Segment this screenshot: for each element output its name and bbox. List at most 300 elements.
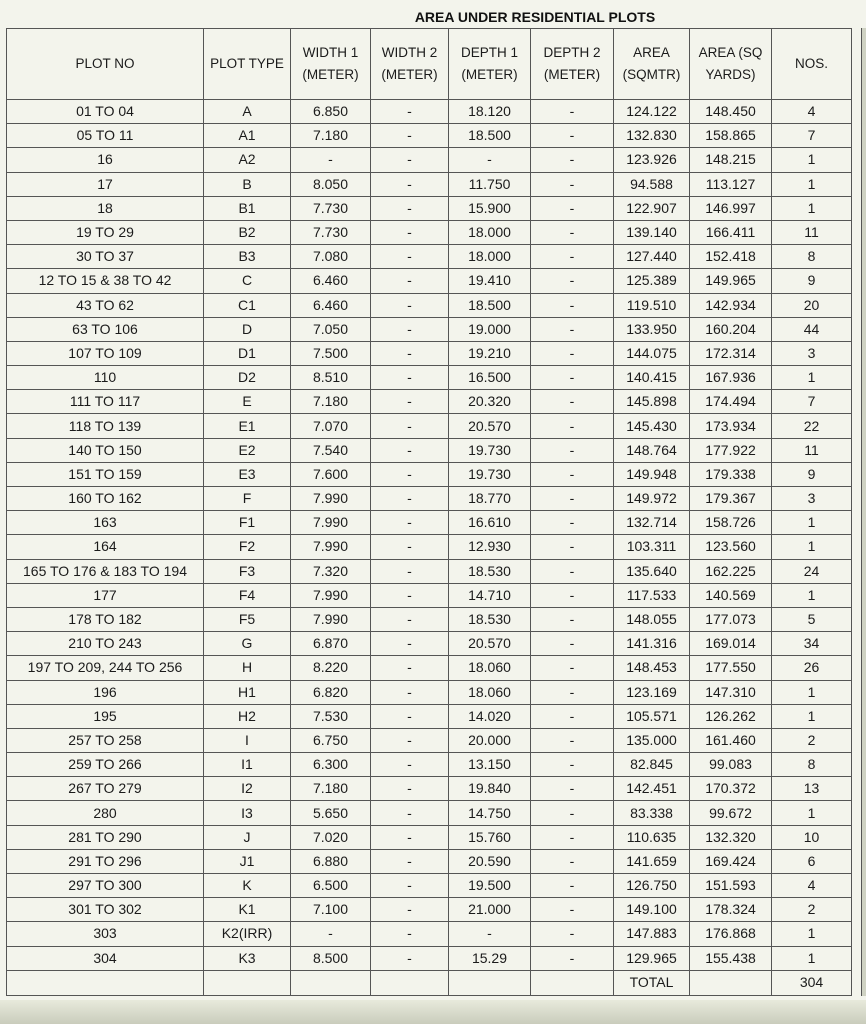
- cell-plot-type: F: [204, 487, 291, 511]
- table-row: [7, 632, 852, 656]
- cell-area-sqmtr: 123.169: [614, 680, 690, 704]
- cell-width-2: -: [371, 414, 449, 438]
- cell-nos: 4: [772, 100, 852, 124]
- empty-cell: [7, 970, 204, 995]
- cell-depth-2: -: [531, 196, 614, 220]
- column-header-area-sq-yards: [690, 29, 772, 100]
- cell-plot-type: K1: [204, 898, 291, 922]
- cell-plot-type: B3: [204, 245, 291, 269]
- cell-depth-2: -: [531, 245, 614, 269]
- column-header-area-sqmtr: [614, 29, 690, 100]
- cell-depth-2: -: [531, 220, 614, 244]
- cell-area-sq-yards: 169.014: [690, 632, 772, 656]
- table-row: [7, 559, 852, 583]
- cell-width-2: -: [371, 317, 449, 341]
- cell-depth-1: 19.840: [449, 777, 531, 801]
- cell-width-1: 7.990: [291, 583, 371, 607]
- cell-area-sqmtr: 123.926: [614, 148, 690, 172]
- cell-area-sq-yards: 166.411: [690, 220, 772, 244]
- total-label: TOTAL: [614, 970, 690, 995]
- cell-nos: 3: [772, 487, 852, 511]
- table-row: [7, 922, 852, 946]
- page-bottom-edge: [0, 1000, 866, 1024]
- column-header-line: PLOT TYPE: [210, 56, 284, 71]
- table-row: [7, 366, 852, 390]
- cell-plot-type: C1: [204, 293, 291, 317]
- empty-cell: [449, 970, 531, 995]
- cell-plot-no: 304: [7, 946, 204, 970]
- cell-width-1: 6.750: [291, 728, 371, 752]
- cell-area-sq-yards: 172.314: [690, 341, 772, 365]
- cell-width-2: -: [371, 583, 449, 607]
- column-header-line: YARDS): [705, 67, 756, 82]
- cell-plot-no: 291 TO 296: [7, 849, 204, 873]
- cell-width-1: 6.880: [291, 849, 371, 873]
- cell-width-2: -: [371, 825, 449, 849]
- cell-depth-1: 20.320: [449, 390, 531, 414]
- cell-width-2: -: [371, 898, 449, 922]
- table-row: [7, 293, 852, 317]
- table-row: [7, 487, 852, 511]
- cell-plot-type: H2: [204, 704, 291, 728]
- column-header-line: (SQMTR): [622, 67, 681, 82]
- table-row: [7, 583, 852, 607]
- column-header-width-2: [371, 29, 449, 100]
- cell-width-2: -: [371, 946, 449, 970]
- cell-depth-1: 20.590: [449, 849, 531, 873]
- cell-nos: 1: [772, 946, 852, 970]
- cell-depth-1: 15.29: [449, 946, 531, 970]
- cell-width-2: -: [371, 680, 449, 704]
- cell-depth-2: -: [531, 801, 614, 825]
- cell-width-2: -: [371, 438, 449, 462]
- cell-width-1: 7.100: [291, 898, 371, 922]
- cell-width-1: 7.600: [291, 462, 371, 486]
- cell-depth-1: 18.000: [449, 245, 531, 269]
- cell-depth-1: 12.930: [449, 535, 531, 559]
- cell-depth-2: -: [531, 874, 614, 898]
- table-row: [7, 607, 852, 631]
- cell-width-1: 6.460: [291, 293, 371, 317]
- cell-width-2: -: [371, 511, 449, 535]
- cell-width-2: -: [371, 269, 449, 293]
- cell-depth-2: -: [531, 124, 614, 148]
- cell-width-1: 7.180: [291, 777, 371, 801]
- cell-plot-type: I2: [204, 777, 291, 801]
- cell-area-sq-yards: 123.560: [690, 535, 772, 559]
- cell-depth-2: -: [531, 656, 614, 680]
- cell-area-sq-yards: 167.936: [690, 366, 772, 390]
- cell-area-sqmtr: 135.640: [614, 559, 690, 583]
- cell-area-sq-yards: 170.372: [690, 777, 772, 801]
- cell-depth-2: -: [531, 632, 614, 656]
- column-header-line: (METER): [381, 67, 438, 82]
- table-row: [7, 801, 852, 825]
- cell-depth-1: 20.570: [449, 632, 531, 656]
- cell-depth-1: 18.530: [449, 559, 531, 583]
- cell-plot-no: 280: [7, 801, 204, 825]
- cell-depth-1: 19.210: [449, 341, 531, 365]
- cell-plot-no: 163: [7, 511, 204, 535]
- cell-plot-type: H1: [204, 680, 291, 704]
- cell-nos: 7: [772, 390, 852, 414]
- table-row: [7, 414, 852, 438]
- cell-plot-no: 110: [7, 366, 204, 390]
- cell-area-sqmtr: 148.764: [614, 438, 690, 462]
- cell-area-sq-yards: 177.073: [690, 607, 772, 631]
- table-row: [7, 100, 852, 124]
- cell-width-2: -: [371, 535, 449, 559]
- cell-width-1: 7.990: [291, 511, 371, 535]
- cell-depth-2: -: [531, 753, 614, 777]
- cell-plot-no: 197 TO 209, 244 TO 256: [7, 656, 204, 680]
- column-header-line: (METER): [302, 67, 359, 82]
- cell-width-1: 7.020: [291, 825, 371, 849]
- cell-depth-2: -: [531, 728, 614, 752]
- cell-area-sqmtr: 129.965: [614, 946, 690, 970]
- cell-width-2: -: [371, 656, 449, 680]
- cell-depth-2: -: [531, 148, 614, 172]
- cell-plot-type: A: [204, 100, 291, 124]
- cell-plot-no: 30 TO 37: [7, 245, 204, 269]
- cell-depth-2: -: [531, 269, 614, 293]
- cell-area-sq-yards: 174.494: [690, 390, 772, 414]
- cell-area-sq-yards: 158.726: [690, 511, 772, 535]
- cell-plot-type: D2: [204, 366, 291, 390]
- cell-nos: 26: [772, 656, 852, 680]
- cell-depth-2: -: [531, 898, 614, 922]
- cell-depth-1: 18.000: [449, 220, 531, 244]
- total-value: 304: [772, 970, 852, 995]
- cell-nos: 34: [772, 632, 852, 656]
- cell-plot-no: 259 TO 266: [7, 753, 204, 777]
- cell-plot-no: 19 TO 29: [7, 220, 204, 244]
- cell-depth-1: 11.750: [449, 172, 531, 196]
- cell-depth-1: 21.000: [449, 898, 531, 922]
- cell-nos: 9: [772, 269, 852, 293]
- cell-area-sqmtr: 148.055: [614, 607, 690, 631]
- cell-width-1: -: [291, 922, 371, 946]
- cell-depth-2: -: [531, 849, 614, 873]
- cell-area-sqmtr: 124.122: [614, 100, 690, 124]
- cell-depth-1: 19.730: [449, 462, 531, 486]
- cell-width-1: 6.500: [291, 874, 371, 898]
- cell-nos: 7: [772, 124, 852, 148]
- cell-width-1: 7.730: [291, 220, 371, 244]
- cell-area-sq-yards: 173.934: [690, 414, 772, 438]
- total-row: [7, 970, 852, 995]
- cell-plot-no: 140 TO 150: [7, 438, 204, 462]
- cell-depth-1: 13.150: [449, 753, 531, 777]
- cell-nos: 3: [772, 341, 852, 365]
- cell-area-sqmtr: 147.883: [614, 922, 690, 946]
- table-row: [7, 317, 852, 341]
- cell-plot-no: 297 TO 300: [7, 874, 204, 898]
- empty-cell: [531, 970, 614, 995]
- cell-plot-no: 16: [7, 148, 204, 172]
- cell-plot-no: 164: [7, 535, 204, 559]
- table-row: [7, 438, 852, 462]
- table-title: AREA UNDER RESIDENTIAL PLOTS: [414, 9, 656, 25]
- table-row: [7, 728, 852, 752]
- cell-depth-1: -: [449, 922, 531, 946]
- cell-plot-type: H: [204, 656, 291, 680]
- cell-plot-type: K3: [204, 946, 291, 970]
- cell-area-sqmtr: 133.950: [614, 317, 690, 341]
- cell-plot-no: 177: [7, 583, 204, 607]
- cell-width-2: -: [371, 559, 449, 583]
- cell-area-sq-yards: 148.450: [690, 100, 772, 124]
- cell-plot-no: 165 TO 176 & 183 TO 194: [7, 559, 204, 583]
- column-header-line: WIDTH 1: [302, 45, 359, 60]
- cell-width-2: -: [371, 245, 449, 269]
- cell-plot-type: B2: [204, 220, 291, 244]
- cell-width-1: 6.820: [291, 680, 371, 704]
- cell-depth-1: 20.000: [449, 728, 531, 752]
- cell-depth-1: -: [449, 148, 531, 172]
- cell-width-2: -: [371, 390, 449, 414]
- cell-nos: 1: [772, 196, 852, 220]
- cell-width-2: -: [371, 704, 449, 728]
- cell-depth-2: -: [531, 946, 614, 970]
- cell-nos: 1: [772, 801, 852, 825]
- cell-nos: 24: [772, 559, 852, 583]
- cell-area-sqmtr: 132.830: [614, 124, 690, 148]
- cell-depth-2: -: [531, 293, 614, 317]
- empty-cell: [204, 970, 291, 995]
- table-row: [7, 124, 852, 148]
- cell-depth-2: -: [531, 825, 614, 849]
- cell-depth-1: 18.500: [449, 124, 531, 148]
- cell-width-1: 7.990: [291, 535, 371, 559]
- cell-depth-1: 14.750: [449, 801, 531, 825]
- cell-plot-no: 301 TO 302: [7, 898, 204, 922]
- cell-width-1: 7.540: [291, 438, 371, 462]
- cell-area-sqmtr: 135.000: [614, 728, 690, 752]
- cell-plot-no: 196: [7, 680, 204, 704]
- cell-width-2: -: [371, 124, 449, 148]
- table-row: [7, 341, 852, 365]
- table-row: [7, 196, 852, 220]
- cell-area-sqmtr: 149.972: [614, 487, 690, 511]
- column-header-line: DEPTH 2: [543, 45, 601, 60]
- cell-width-1: 8.050: [291, 172, 371, 196]
- cell-depth-2: -: [531, 607, 614, 631]
- cell-width-2: -: [371, 462, 449, 486]
- cell-depth-2: -: [531, 100, 614, 124]
- cell-plot-type: J: [204, 825, 291, 849]
- cell-plot-type: E1: [204, 414, 291, 438]
- cell-plot-no: 118 TO 139: [7, 414, 204, 438]
- cell-plot-type: E: [204, 390, 291, 414]
- cell-width-1: -: [291, 148, 371, 172]
- cell-width-1: 7.070: [291, 414, 371, 438]
- column-header-line: AREA: [633, 45, 670, 60]
- column-header-line: (METER): [461, 67, 518, 82]
- cell-depth-1: 14.020: [449, 704, 531, 728]
- table-row: [7, 849, 852, 873]
- cell-area-sqmtr: 127.440: [614, 245, 690, 269]
- cell-plot-no: 05 TO 11: [7, 124, 204, 148]
- cell-plot-no: 267 TO 279: [7, 777, 204, 801]
- cell-width-2: -: [371, 148, 449, 172]
- table-row: [7, 245, 852, 269]
- empty-cell: [291, 970, 371, 995]
- table-row: [7, 462, 852, 486]
- cell-plot-type: K2(IRR): [204, 922, 291, 946]
- cell-width-1: 6.300: [291, 753, 371, 777]
- cell-area-sqmtr: 144.075: [614, 341, 690, 365]
- cell-area-sqmtr: 105.571: [614, 704, 690, 728]
- cell-area-sq-yards: 162.225: [690, 559, 772, 583]
- cell-plot-type: G: [204, 632, 291, 656]
- table-row: [7, 269, 852, 293]
- cell-width-1: 7.730: [291, 196, 371, 220]
- table-row: [7, 898, 852, 922]
- cell-area-sqmtr: 145.898: [614, 390, 690, 414]
- cell-plot-no: 17: [7, 172, 204, 196]
- cell-area-sq-yards: 126.262: [690, 704, 772, 728]
- cell-depth-2: -: [531, 414, 614, 438]
- cell-plot-type: E3: [204, 462, 291, 486]
- cell-width-1: 7.050: [291, 317, 371, 341]
- cell-plot-no: 18: [7, 196, 204, 220]
- column-header-line: PLOT NO: [75, 56, 135, 71]
- cell-nos: 1: [772, 148, 852, 172]
- cell-depth-2: -: [531, 341, 614, 365]
- cell-nos: 1: [772, 511, 852, 535]
- cell-nos: 2: [772, 728, 852, 752]
- cell-area-sq-yards: 140.569: [690, 583, 772, 607]
- cell-nos: 1: [772, 680, 852, 704]
- column-header-line: DEPTH 1: [460, 45, 518, 60]
- cell-area-sqmtr: 132.714: [614, 511, 690, 535]
- cell-area-sq-yards: 147.310: [690, 680, 772, 704]
- cell-plot-type: F2: [204, 535, 291, 559]
- cell-area-sqmtr: 145.430: [614, 414, 690, 438]
- cell-width-2: -: [371, 922, 449, 946]
- cell-depth-1: 20.570: [449, 414, 531, 438]
- cell-depth-2: -: [531, 777, 614, 801]
- cell-area-sq-yards: 142.934: [690, 293, 772, 317]
- cell-area-sq-yards: 113.127: [690, 172, 772, 196]
- cell-depth-2: -: [531, 922, 614, 946]
- column-header-line: AREA (SQ: [698, 45, 763, 60]
- table-row: [7, 390, 852, 414]
- cell-area-sq-yards: 152.418: [690, 245, 772, 269]
- table-row: [7, 874, 852, 898]
- table-row: [7, 704, 852, 728]
- cell-width-2: -: [371, 874, 449, 898]
- cell-width-2: -: [371, 341, 449, 365]
- table-row: [7, 511, 852, 535]
- cell-plot-no: 195: [7, 704, 204, 728]
- cell-plot-no: 107 TO 109: [7, 341, 204, 365]
- cell-area-sq-yards: 158.865: [690, 124, 772, 148]
- cell-nos: 1: [772, 366, 852, 390]
- cell-nos: 1: [772, 922, 852, 946]
- cell-area-sq-yards: 99.083: [690, 753, 772, 777]
- cell-depth-1: 19.500: [449, 874, 531, 898]
- cell-width-1: 7.990: [291, 487, 371, 511]
- cell-area-sq-yards: 176.868: [690, 922, 772, 946]
- cell-depth-2: -: [531, 390, 614, 414]
- cell-area-sqmtr: 82.845: [614, 753, 690, 777]
- cell-depth-1: 14.710: [449, 583, 531, 607]
- cell-width-2: -: [371, 293, 449, 317]
- cell-depth-1: 15.900: [449, 196, 531, 220]
- cell-area-sq-yards: 155.438: [690, 946, 772, 970]
- cell-area-sq-yards: 149.965: [690, 269, 772, 293]
- cell-depth-2: -: [531, 704, 614, 728]
- cell-depth-2: -: [531, 680, 614, 704]
- table-row: [7, 148, 852, 172]
- cell-depth-1: 19.000: [449, 317, 531, 341]
- cell-area-sq-yards: 179.367: [690, 487, 772, 511]
- cell-plot-no: 01 TO 04: [7, 100, 204, 124]
- table-row: [7, 777, 852, 801]
- cell-depth-2: -: [531, 366, 614, 390]
- cell-area-sqmtr: 149.100: [614, 898, 690, 922]
- cell-width-1: 7.500: [291, 341, 371, 365]
- cell-plot-no: 63 TO 106: [7, 317, 204, 341]
- cell-area-sqmtr: 83.338: [614, 801, 690, 825]
- cell-area-sq-yards: 151.593: [690, 874, 772, 898]
- cell-area-sq-yards: 179.338: [690, 462, 772, 486]
- cell-nos: 8: [772, 245, 852, 269]
- table-body: [7, 100, 852, 996]
- cell-plot-type: A2: [204, 148, 291, 172]
- column-header-depth-1: [449, 29, 531, 100]
- cell-area-sq-yards: 132.320: [690, 825, 772, 849]
- cell-area-sqmtr: 119.510: [614, 293, 690, 317]
- cell-plot-no: 151 TO 159: [7, 462, 204, 486]
- table-row: [7, 946, 852, 970]
- table-row: [7, 753, 852, 777]
- cell-nos: 11: [772, 220, 852, 244]
- cell-plot-type: A1: [204, 124, 291, 148]
- cell-area-sqmtr: 141.659: [614, 849, 690, 873]
- cell-width-1: 7.080: [291, 245, 371, 269]
- cell-width-2: -: [371, 196, 449, 220]
- cell-width-1: 8.510: [291, 366, 371, 390]
- cell-area-sqmtr: 110.635: [614, 825, 690, 849]
- column-header-plot-no: [7, 29, 204, 100]
- cell-nos: 1: [772, 535, 852, 559]
- cell-width-2: -: [371, 801, 449, 825]
- cell-width-1: 8.220: [291, 656, 371, 680]
- table-row: [7, 680, 852, 704]
- cell-area-sq-yards: 169.424: [690, 849, 772, 873]
- cell-depth-2: -: [531, 317, 614, 341]
- column-header-plot-type: [204, 29, 291, 100]
- cell-plot-type: F3: [204, 559, 291, 583]
- cell-depth-1: 15.760: [449, 825, 531, 849]
- cell-width-2: -: [371, 366, 449, 390]
- cell-nos: 6: [772, 849, 852, 873]
- cell-nos: 5: [772, 607, 852, 631]
- cell-plot-no: 281 TO 290: [7, 825, 204, 849]
- cell-area-sqmtr: 139.140: [614, 220, 690, 244]
- cell-nos: 1: [772, 172, 852, 196]
- cell-width-2: -: [371, 777, 449, 801]
- cell-depth-2: -: [531, 511, 614, 535]
- cell-plot-type: I1: [204, 753, 291, 777]
- cell-plot-type: F5: [204, 607, 291, 631]
- cell-area-sqmtr: 142.451: [614, 777, 690, 801]
- cell-area-sq-yards: 160.204: [690, 317, 772, 341]
- cell-depth-1: 18.060: [449, 656, 531, 680]
